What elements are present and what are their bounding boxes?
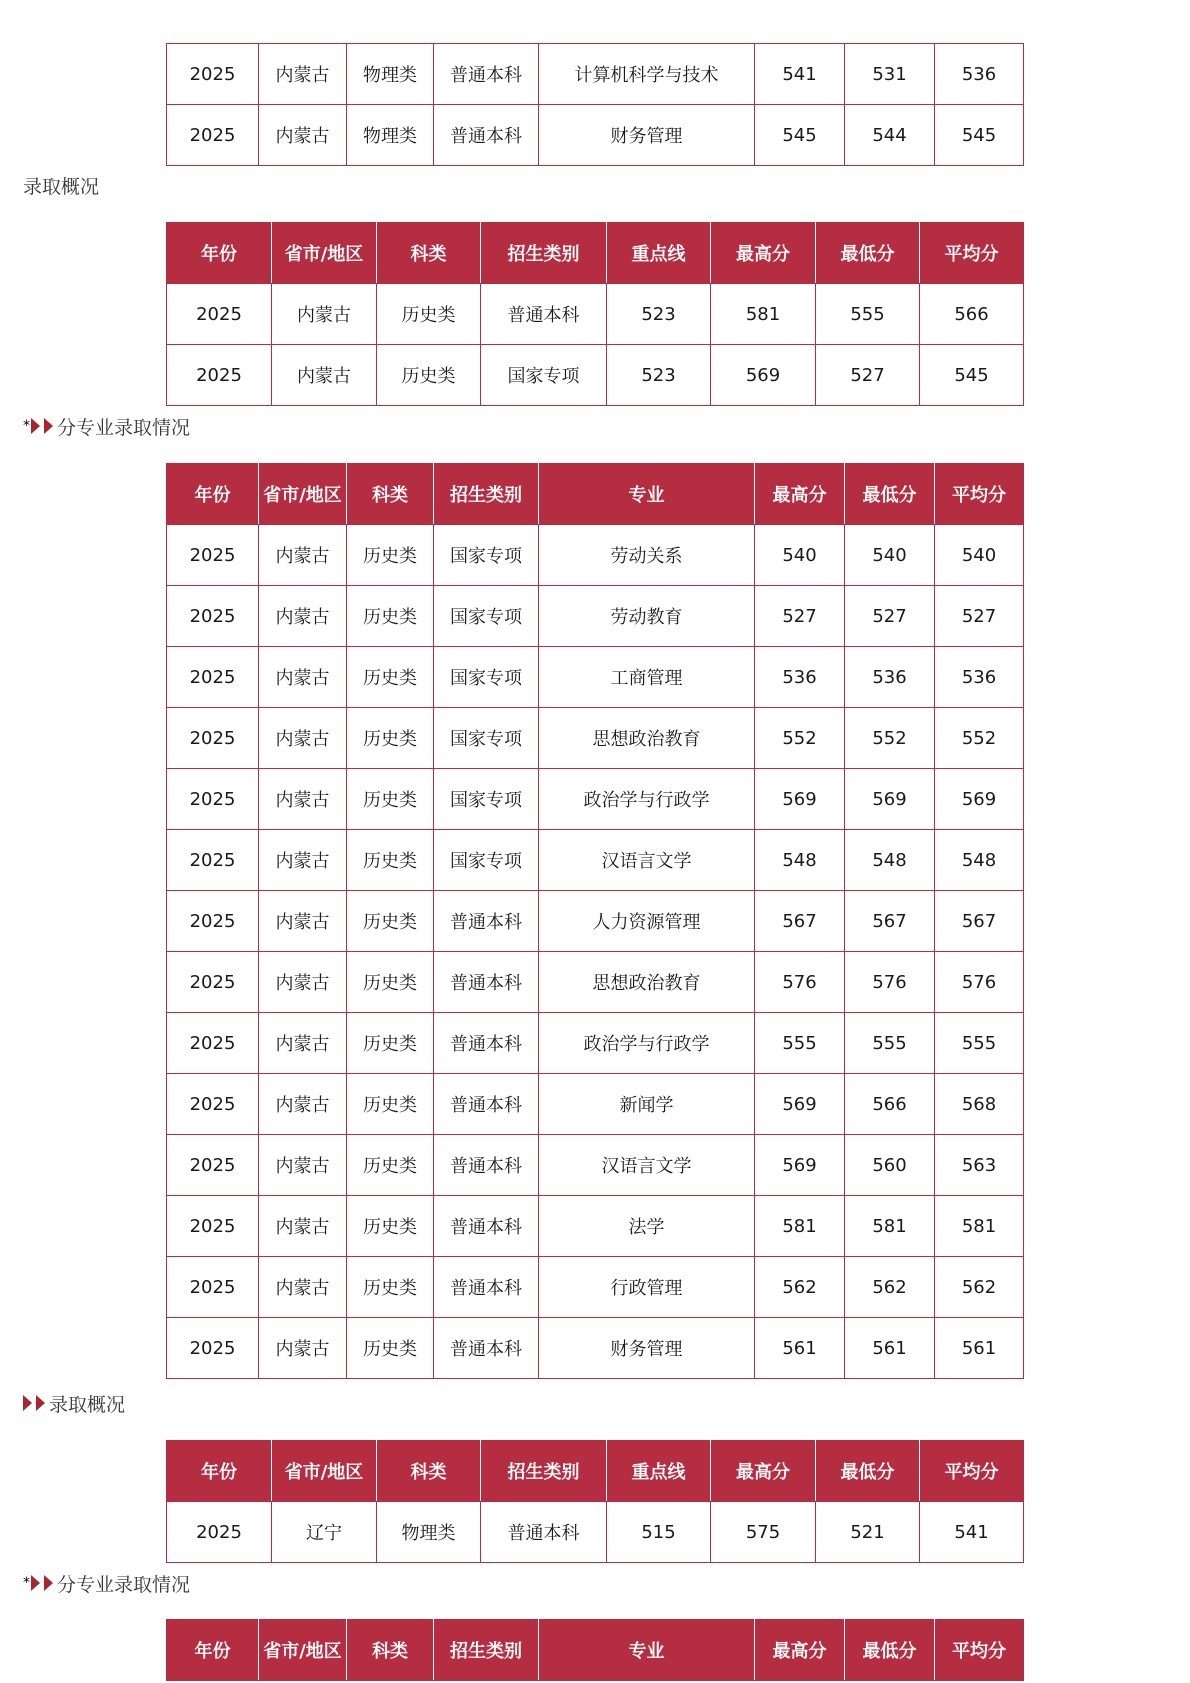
table-cell: 内蒙古 <box>259 1135 347 1196</box>
table-cell: 567 <box>755 891 845 952</box>
table-cell: 555 <box>816 284 920 345</box>
table-cell: 576 <box>845 952 935 1013</box>
table-cell: 2025 <box>167 345 272 406</box>
table-cell: 内蒙古 <box>259 1074 347 1135</box>
table-row <box>167 345 1024 406</box>
table-cell: 内蒙古 <box>259 952 347 1013</box>
table-row <box>167 1135 1024 1196</box>
table-cell: 国家专项 <box>434 586 539 647</box>
table-cell: 历史类 <box>347 1257 434 1318</box>
major-admission-table-liaoning <box>166 1619 1024 1681</box>
table-cell: 548 <box>935 830 1024 891</box>
table-cell: 内蒙古 <box>259 1013 347 1074</box>
table-cell: 2025 <box>167 1502 272 1563</box>
table-cell: 法学 <box>539 1196 755 1257</box>
column-header: 省市/地区 <box>272 223 377 284</box>
asterisk-mark: * <box>23 418 30 434</box>
table-cell: 内蒙古 <box>259 1196 347 1257</box>
table-cell: 财务管理 <box>539 105 755 166</box>
column-header: 最低分 <box>816 1441 920 1502</box>
table-cell: 568 <box>935 1074 1024 1135</box>
table-row <box>167 830 1024 891</box>
table-cell: 548 <box>755 830 845 891</box>
table-cell: 2025 <box>167 647 259 708</box>
table-cell: 2025 <box>167 952 259 1013</box>
table-row <box>167 769 1024 830</box>
column-header: 最低分 <box>845 464 935 525</box>
arrow-right-icon <box>36 1395 45 1411</box>
column-header: 平均分 <box>920 223 1024 284</box>
table-cell: 普通本科 <box>481 284 607 345</box>
table-cell: 540 <box>755 525 845 586</box>
table-row <box>167 586 1024 647</box>
column-header: 平均分 <box>935 1620 1024 1681</box>
table-cell: 历史类 <box>347 1318 434 1379</box>
column-header: 年份 <box>167 223 272 284</box>
table-cell: 普通本科 <box>434 105 539 166</box>
table-cell: 545 <box>920 345 1024 406</box>
column-header: 重点线 <box>607 223 711 284</box>
column-header: 最高分 <box>711 1441 816 1502</box>
table-cell: 2025 <box>167 586 259 647</box>
table-cell: 内蒙古 <box>259 769 347 830</box>
table-cell: 2025 <box>167 105 259 166</box>
table-cell: 527 <box>755 586 845 647</box>
table-cell: 567 <box>845 891 935 952</box>
table-cell: 人力资源管理 <box>539 891 755 952</box>
table-cell: 544 <box>845 105 935 166</box>
table-cell: 政治学与行政学 <box>539 769 755 830</box>
table-cell: 内蒙古 <box>259 647 347 708</box>
table-cell: 521 <box>816 1502 920 1563</box>
table-row <box>167 1318 1024 1379</box>
column-header: 科类 <box>377 223 481 284</box>
arrow-right-icon <box>31 1575 40 1591</box>
table-cell: 内蒙古 <box>272 345 377 406</box>
table-cell: 普通本科 <box>434 44 539 105</box>
table-cell: 历史类 <box>347 769 434 830</box>
table-cell: 国家专项 <box>481 345 607 406</box>
table-cell: 内蒙古 <box>259 708 347 769</box>
table-cell: 普通本科 <box>434 1074 539 1135</box>
column-header: 年份 <box>167 464 259 525</box>
table-cell: 541 <box>755 44 845 105</box>
table-cell: 内蒙古 <box>259 1257 347 1318</box>
table-cell: 545 <box>755 105 845 166</box>
table-cell: 物理类 <box>377 1502 481 1563</box>
table-cell: 566 <box>920 284 1024 345</box>
table-cell: 新闻学 <box>539 1074 755 1135</box>
table-cell: 569 <box>755 769 845 830</box>
table-cell: 569 <box>711 345 816 406</box>
table-cell: 569 <box>845 769 935 830</box>
column-header: 年份 <box>167 1620 259 1681</box>
table-cell: 2025 <box>167 1318 259 1379</box>
table-cell: 2025 <box>167 891 259 952</box>
table-cell: 财务管理 <box>539 1318 755 1379</box>
table-cell: 536 <box>935 44 1024 105</box>
table-cell: 普通本科 <box>434 891 539 952</box>
table-cell: 576 <box>935 952 1024 1013</box>
table-cell: 劳动教育 <box>539 586 755 647</box>
table-cell: 2025 <box>167 1074 259 1135</box>
table-cell: 国家专项 <box>434 830 539 891</box>
column-header: 平均分 <box>935 464 1024 525</box>
table-cell: 历史类 <box>347 1013 434 1074</box>
table-cell: 普通本科 <box>434 1318 539 1379</box>
table-row <box>167 891 1024 952</box>
table-cell: 569 <box>755 1135 845 1196</box>
table-cell: 历史类 <box>377 345 481 406</box>
table-cell: 劳动关系 <box>539 525 755 586</box>
section-label: 分专业录取情况 <box>57 416 191 439</box>
column-header: 最高分 <box>711 223 816 284</box>
table-cell: 560 <box>845 1135 935 1196</box>
column-header: 平均分 <box>920 1441 1024 1502</box>
section-title-major-admission <box>23 1569 190 1597</box>
table-cell: 563 <box>935 1135 1024 1196</box>
table-cell: 581 <box>755 1196 845 1257</box>
table-cell: 历史类 <box>347 586 434 647</box>
table-cell: 国家专项 <box>434 708 539 769</box>
section-label: 分专业录取情况 <box>57 1573 191 1596</box>
table-cell: 581 <box>711 284 816 345</box>
table-row <box>167 952 1024 1013</box>
column-header: 招生类别 <box>434 464 539 525</box>
table-cell: 575 <box>711 1502 816 1563</box>
column-header: 最低分 <box>845 1620 935 1681</box>
table-cell: 540 <box>935 525 1024 586</box>
table-cell: 548 <box>845 830 935 891</box>
column-header: 科类 <box>347 464 434 525</box>
table-cell: 行政管理 <box>539 1257 755 1318</box>
asterisk-mark: * <box>23 1575 30 1591</box>
table-cell: 2025 <box>167 769 259 830</box>
admission-overview-table-history <box>166 222 1024 406</box>
table-cell: 569 <box>755 1074 845 1135</box>
table-cell: 汉语言文学 <box>539 1135 755 1196</box>
table-row <box>167 1502 1024 1563</box>
table-cell: 561 <box>845 1318 935 1379</box>
table-cell: 2025 <box>167 1013 259 1074</box>
table-cell: 523 <box>607 345 711 406</box>
table-cell: 541 <box>920 1502 1024 1563</box>
table-cell: 历史类 <box>347 1135 434 1196</box>
table-cell: 523 <box>607 284 711 345</box>
table-cell: 物理类 <box>347 105 434 166</box>
column-header: 最低分 <box>816 223 920 284</box>
table-cell: 2025 <box>167 284 272 345</box>
table-row <box>167 525 1024 586</box>
table-row <box>167 647 1024 708</box>
table-row <box>167 284 1024 345</box>
table-cell: 562 <box>935 1257 1024 1318</box>
arrow-right-icon <box>31 418 40 434</box>
table-cell: 2025 <box>167 1196 259 1257</box>
column-header: 专业 <box>539 464 755 525</box>
table-cell: 普通本科 <box>434 1135 539 1196</box>
table-cell: 内蒙古 <box>259 586 347 647</box>
column-header: 招生类别 <box>434 1620 539 1681</box>
table-cell: 政治学与行政学 <box>539 1013 755 1074</box>
table-cell: 561 <box>755 1318 845 1379</box>
table-cell: 555 <box>935 1013 1024 1074</box>
table-cell: 581 <box>845 1196 935 1257</box>
table-cell: 普通本科 <box>481 1502 607 1563</box>
table-cell: 527 <box>935 586 1024 647</box>
table-cell: 内蒙古 <box>259 44 347 105</box>
table-cell: 581 <box>935 1196 1024 1257</box>
table-row <box>167 44 1024 105</box>
table-row <box>167 1074 1024 1135</box>
table-cell: 计算机科学与技术 <box>539 44 755 105</box>
table-cell: 2025 <box>167 830 259 891</box>
table-cell: 辽宁 <box>272 1502 377 1563</box>
column-header: 省市/地区 <box>272 1441 377 1502</box>
column-header: 专业 <box>539 1620 755 1681</box>
table-cell: 531 <box>845 44 935 105</box>
column-header: 省市/地区 <box>259 464 347 525</box>
table-cell: 内蒙古 <box>272 284 377 345</box>
table-cell: 历史类 <box>347 1196 434 1257</box>
table-cell: 历史类 <box>347 830 434 891</box>
column-header: 科类 <box>377 1441 481 1502</box>
table-cell: 552 <box>755 708 845 769</box>
table-cell: 历史类 <box>347 1074 434 1135</box>
table-cell: 576 <box>755 952 845 1013</box>
major-admission-table-history <box>166 463 1024 1379</box>
table-cell: 2025 <box>167 44 259 105</box>
table-cell: 527 <box>816 345 920 406</box>
table-cell: 历史类 <box>377 284 481 345</box>
table-cell: 536 <box>935 647 1024 708</box>
column-header: 最高分 <box>755 464 845 525</box>
table-cell: 562 <box>845 1257 935 1318</box>
table-cell: 562 <box>755 1257 845 1318</box>
column-header: 招生类别 <box>481 1441 607 1502</box>
table-cell: 2025 <box>167 708 259 769</box>
arrow-right-icon <box>44 1575 53 1591</box>
arrow-right-icon <box>23 1395 32 1411</box>
table-cell: 国家专项 <box>434 647 539 708</box>
table-cell: 历史类 <box>347 891 434 952</box>
table-row <box>167 1257 1024 1318</box>
table-cell: 内蒙古 <box>259 1318 347 1379</box>
table-cell: 思想政治教育 <box>539 952 755 1013</box>
arrow-right-icon <box>44 418 53 434</box>
table-cell: 555 <box>845 1013 935 1074</box>
major-admission-table-physics-continued <box>166 43 1024 166</box>
table-cell: 历史类 <box>347 525 434 586</box>
table-cell: 2025 <box>167 1135 259 1196</box>
table-cell: 545 <box>935 105 1024 166</box>
table-cell: 566 <box>845 1074 935 1135</box>
table-cell: 552 <box>935 708 1024 769</box>
table-cell: 国家专项 <box>434 525 539 586</box>
table-cell: 国家专项 <box>434 769 539 830</box>
section-title-admission-overview <box>23 171 99 199</box>
table-cell: 540 <box>845 525 935 586</box>
table-cell: 2025 <box>167 1257 259 1318</box>
table-row <box>167 708 1024 769</box>
table-cell: 567 <box>935 891 1024 952</box>
section-title-admission-overview <box>23 1389 125 1417</box>
table-cell: 569 <box>935 769 1024 830</box>
table-cell: 工商管理 <box>539 647 755 708</box>
table-cell: 历史类 <box>347 647 434 708</box>
admission-overview-table-liaoning <box>166 1440 1024 1563</box>
column-header: 招生类别 <box>481 223 607 284</box>
table-cell: 思想政治教育 <box>539 708 755 769</box>
table-cell: 普通本科 <box>434 1257 539 1318</box>
table-cell: 历史类 <box>347 708 434 769</box>
column-header: 重点线 <box>607 1441 711 1502</box>
section-title-major-admission <box>23 412 190 440</box>
table-cell: 536 <box>755 647 845 708</box>
table-cell: 555 <box>755 1013 845 1074</box>
table-row <box>167 105 1024 166</box>
table-cell: 527 <box>845 586 935 647</box>
table-row <box>167 1013 1024 1074</box>
table-cell: 普通本科 <box>434 1196 539 1257</box>
column-header: 科类 <box>347 1620 434 1681</box>
column-header: 年份 <box>167 1441 272 1502</box>
table-cell: 内蒙古 <box>259 891 347 952</box>
table-cell: 536 <box>845 647 935 708</box>
table-cell: 515 <box>607 1502 711 1563</box>
table-cell: 内蒙古 <box>259 105 347 166</box>
column-header: 省市/地区 <box>259 1620 347 1681</box>
table-cell: 2025 <box>167 525 259 586</box>
table-cell: 历史类 <box>347 952 434 1013</box>
table-row <box>167 1196 1024 1257</box>
table-cell: 552 <box>845 708 935 769</box>
table-cell: 内蒙古 <box>259 525 347 586</box>
section-label: 录取概况 <box>49 1393 126 1416</box>
table-cell: 561 <box>935 1318 1024 1379</box>
section-label: 录取概况 <box>23 175 100 198</box>
table-cell: 汉语言文学 <box>539 830 755 891</box>
column-header: 最高分 <box>755 1620 845 1681</box>
table-cell: 普通本科 <box>434 952 539 1013</box>
table-cell: 普通本科 <box>434 1013 539 1074</box>
table-cell: 内蒙古 <box>259 830 347 891</box>
table-cell: 物理类 <box>347 44 434 105</box>
